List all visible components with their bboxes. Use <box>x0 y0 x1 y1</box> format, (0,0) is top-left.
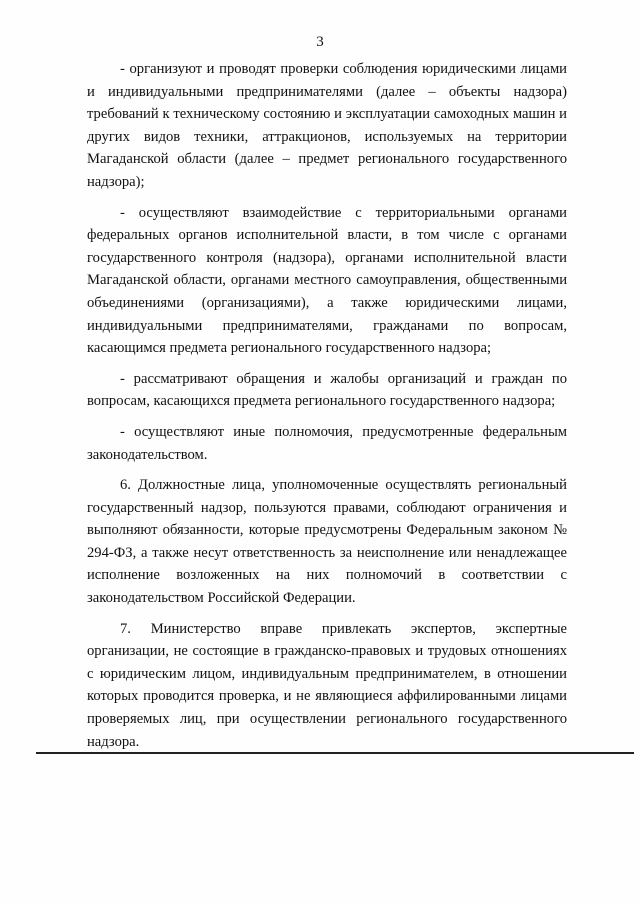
bottom-divider <box>36 752 634 754</box>
paragraph-officials-rights: 6. Должностные лица, уполномоченные осуществлять региональный государственный надзор, пользуются правами, соблюдают ограничения и выполняют обязанности, которые предусмотрены Федеральным законом № 294-ФЗ, а также несут ответственность за неисполнение или ненадлежащее исполнение возложенных на них полномочий в соответствии с законодательством Российской Федерации. <box>87 477 567 607</box>
paragraph-inspections: - организуют и проводят проверки соблюдения юридическими лицами и индивидуальными предпринимателями (далее – объекты надзора) требований к техническому состоянию и эксплуатации самоходных машин и других видов техники, аттракционов, используемых на территории Магаданской области (далее – предмет регионального государственного надзора); <box>87 61 567 190</box>
paragraph-other-powers: - осуществляют иные полномочия, предусмотренные федеральным законодательством. <box>87 423 567 463</box>
paragraph-interaction: - осуществляют взаимодействие с территориальными органами федеральных органов исполнительной власти, в том числе с органами государственного контроля (надзора), органами исполнительной власти Магаданской области, органами местного самоуправления, общественными объединениями (организациями), а также юридическими лицами, индивидуальными предпринимателями, гражданами по вопросам, касающимся предмета регионального государственного надзора; <box>87 204 567 357</box>
paragraph-ministry-experts: 7. Министерство вправе привлекать экспертов, экспертные организации, не состоящие в гражданско-правовых и трудовых отношениях с юридическим лицом, индивидуальным предпринимателем, в отношении которых проводится проверка, и не являющиеся аффилированными лицами проверяемых лиц, при осуществлении регионального государственного надзора. <box>87 620 567 750</box>
document-body <box>87 58 567 753</box>
page-number: 3 <box>316 34 324 50</box>
paragraph-complaints: - рассматривают обращения и жалобы организаций и граждан по вопросам, касающихся предмета регионального государственного надзора; <box>87 370 567 410</box>
